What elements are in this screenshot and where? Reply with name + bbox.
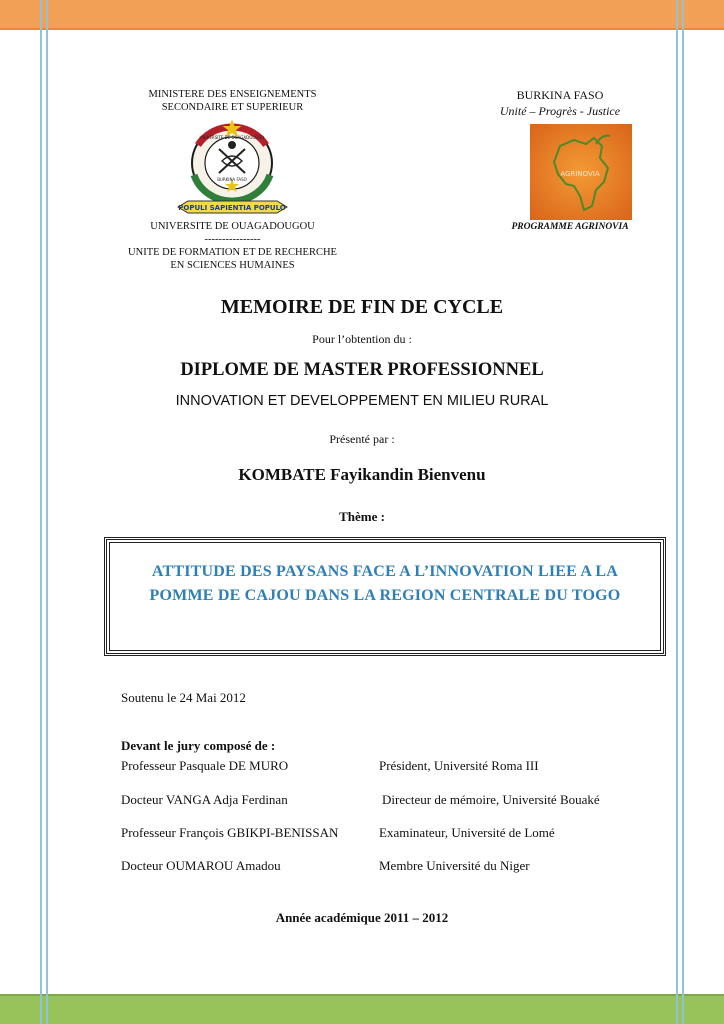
country-name: BURKINA FASO <box>516 88 604 102</box>
jury-member-role: Membre Université du Niger <box>379 858 530 873</box>
separator: ---------------- <box>204 234 261 245</box>
jury-title: Devant le jury composé de : <box>121 738 276 753</box>
university-block <box>110 220 355 272</box>
bottom-green-band <box>0 994 724 1024</box>
top-orange-band <box>0 0 724 30</box>
university-logo <box>170 115 295 221</box>
jury-member-name: Docteur VANGA Adja Ferdinan <box>121 792 288 807</box>
svg-text:UNIVERSITE DE OUAGADOUGOU: UNIVERSITE DE OUAGADOUGOU <box>199 135 265 140</box>
jury-member-role: Directeur de mémoire, Université Bouaké <box>382 792 600 807</box>
theme-box <box>104 537 666 656</box>
specialty-title: INNOVATION ET DEVELOPPEMENT EN MILIEU RURAL <box>175 393 549 409</box>
ministry-line-2: SECONDAIRE ET SUPERIEUR <box>161 102 304 113</box>
program-name: PROGRAMME AGRINOVIA <box>511 222 629 232</box>
jury-member-name: Professeur François GBIKPI-BENISSAN <box>121 825 339 840</box>
diploma-title: DIPLOME DE MASTER PROFESSIONNEL <box>180 360 544 380</box>
svg-text:BURKINA FASO: BURKINA FASO <box>217 177 247 182</box>
obtention-line: Pour l’obtention du : <box>312 332 412 346</box>
agrinovia-logo <box>530 124 632 220</box>
academic-year: Année académique 2011 – 2012 <box>275 910 449 925</box>
country-motto: Unité – Progrès - Justice <box>499 104 621 118</box>
ufr-line-1: UNITE DE FORMATION ET DE RECHERCHE <box>128 247 337 258</box>
jury-member-role: Président, Université Roma III <box>379 758 539 773</box>
jury-member-name: Professeur Pasquale DE MURO <box>121 758 289 773</box>
document-title: MEMOIRE DE FIN DE CYCLE <box>220 296 504 318</box>
presented-by-line: Présenté par : <box>329 432 395 446</box>
theme-label: Thème : <box>339 509 385 524</box>
university-name: UNIVERSITE DE OUAGADOUGOU <box>150 221 315 232</box>
jury-row <box>121 825 661 843</box>
defense-date: Soutenu le 24 Mai 2012 <box>121 690 246 705</box>
jury-row <box>121 792 661 810</box>
jury-member-name: Docteur OUMAROU Amadou <box>121 858 281 873</box>
ministry-line-1: MINISTERE DES ENSEIGNEMENTS <box>148 89 317 100</box>
ufr-line-2: EN SCIENCES HUMAINES <box>170 260 295 271</box>
country-block <box>470 88 650 119</box>
author-name: KOMBATE Fayikandin Bienvenu <box>238 465 486 484</box>
ministry-block <box>130 88 335 114</box>
jury-member-role: Examinateur, Université de Lomé <box>379 825 555 840</box>
svg-text:AGRINOVIA: AGRINOVIA <box>560 170 600 178</box>
theme-title: ATTITUDE DES PAYSANS FACE A L’INNOVATION LIEE A LA POMME DE CAJOU DANS LA REGION CENTRALE DU TOGO <box>149 563 621 604</box>
jury-row <box>121 758 661 776</box>
svg-text:POPULI SAPIENTIA POPULO: POPULI SAPIENTIA POPULO <box>178 204 286 212</box>
jury-row <box>121 858 661 876</box>
